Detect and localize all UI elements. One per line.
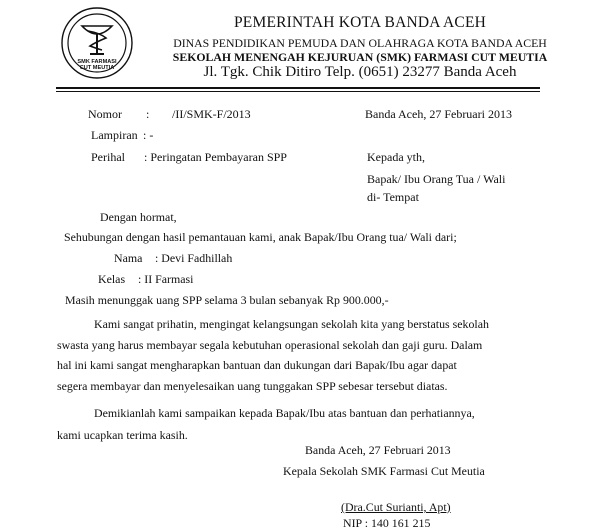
perihal-label: Perihal (91, 150, 125, 164)
svg-text:CUT MEUTIA: CUT MEUTIA (79, 65, 115, 71)
svg-text:SMK FARMASI: SMK FARMASI (77, 59, 117, 65)
letterhead-government: PEMERINTAH KOTA BANDA ACEH (233, 14, 487, 31)
lampiran-label: Lampiran (91, 128, 138, 142)
letterhead-rule-thin (56, 91, 540, 92)
paragraph-line-4: segera membayar dan menyelesaikan uang tunggakan SPP sebesar tersebut diatas. (57, 379, 448, 393)
recipient-line-3: di- Tempat (367, 190, 419, 204)
greeting: Dengan hormat, (100, 210, 177, 224)
nama-value: : Devi Fadhillah (155, 251, 233, 265)
nomor-value: /II/SMK-F/2013 (172, 107, 251, 121)
letterhead-rule-thick (56, 87, 540, 89)
paragraph-line-1: Kami sangat prihatin, mengingat kelangsungan sekolah kita yang berstatus sekolah (94, 317, 489, 331)
paragraph-line-2: swasta yang harus membayar segala kebutuhan operasional sekolah dan gaji guru. Dalam (57, 338, 483, 352)
closing-line-1: Demikianlah kami sampaikan kepada Bapak/Ibu atas bantuan dan perhatiannya, (94, 406, 475, 420)
recipient-line-1: Kepada yth, (367, 150, 425, 164)
recipient-line-2: Bapak/ Ibu Orang Tua / Wali (367, 172, 506, 186)
letterhead-address: Jl. Tgk. Chik Ditiro Telp. (0651) 23277 Banda Aceh (203, 64, 517, 80)
perihal-value: : Peringatan Pembayaran SPP (144, 150, 287, 164)
nomor-separator: : (146, 107, 150, 121)
signatory-name: (Dra.Cut Surianti, Apt) (341, 500, 451, 514)
lampiran-value: : - (143, 128, 154, 142)
signature-place-date: Banda Aceh, 27 Februari 2013 (305, 443, 451, 457)
arrears-statement: Masih menunggak uang SPP selama 3 bulan sebanyak Rp 900.000,- (65, 293, 389, 307)
school-logo (60, 6, 134, 80)
nomor-label: Nomor (88, 107, 122, 121)
intro-paragraph: Sehubungan dengan hasil pemantauan kami, anak Bapak/Ibu Orang tua/ Wali dari; (64, 230, 457, 244)
letterhead-department: DINAS PENDIDIKAN PEMUDA DAN OLAHRAGA KOTA BANDA ACEH (173, 36, 547, 50)
kelas-label: Kelas (98, 272, 126, 286)
signature-title: Kepala Sekolah SMK Farmasi Cut Meutia (283, 464, 485, 478)
kelas-value: : II Farmasi (138, 272, 194, 286)
paragraph-line-3: hal ini kami sangat mengharapkan bantuan dan dukungan dari Bapak/Ibu agar dapat (57, 358, 457, 372)
nama-label: Nama (114, 251, 143, 265)
letter-place-date: Banda Aceh, 27 Februari 2013 (365, 107, 512, 121)
signatory-nip: NIP : 140 161 215 (343, 516, 431, 530)
letterhead-school: SEKOLAH MENENGAH KEJURUAN (SMK) FARMASI CUT MEUTIA (172, 50, 548, 64)
closing-line-2: kami ucapkan terima kasih. (57, 428, 188, 442)
